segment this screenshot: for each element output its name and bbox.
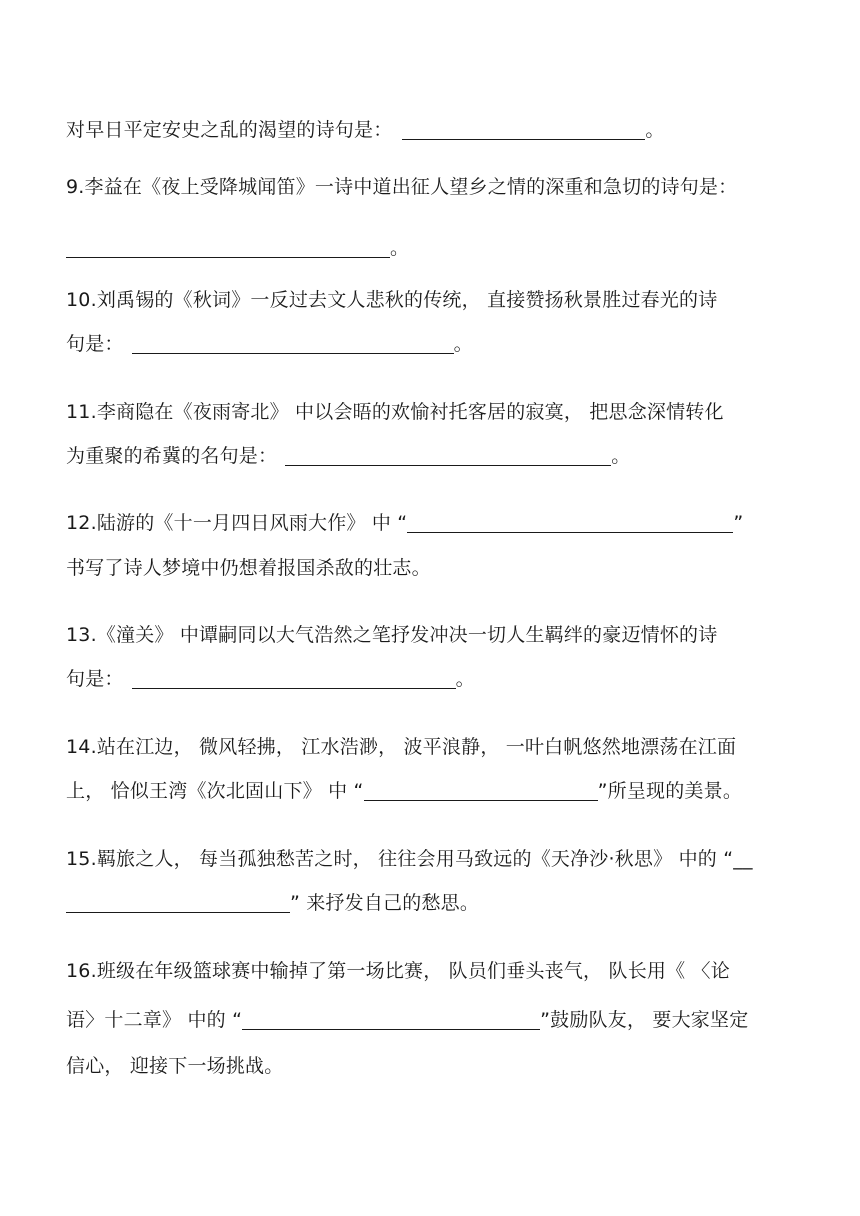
question-13-text: 13.《潼关》 中谭嗣同以大气浩然之笔抒发冲决一切人生羁绊的豪迈情怀的诗 [66,624,718,646]
question-15-line-2 [66,891,479,915]
question-11-text-2: 为重聚的希冀的名句是： [66,445,278,467]
question-15-answer-blank[interactable] [66,892,290,913]
question-9-line-2 [66,236,409,260]
question-13-end: 。 [455,668,475,690]
question-16-line-3 [66,1054,283,1078]
question-16-end: ”鼓励队友， 要大家坚定 [540,1009,749,1031]
question-15-line-1 [66,847,753,871]
question-10-end: 。 [453,333,473,355]
question-12-text: 12.陆游的《十一月四日风雨大作》 中 “ [66,512,408,534]
question-16-answer-blank[interactable] [242,1009,540,1030]
question-12-end: ” [733,512,744,534]
question-14-end: ”所呈现的美景。 [597,780,743,802]
question-10-text-2: 句是： [66,333,124,355]
question-9-end: 。 [390,237,410,259]
question-14-text-2: 上， 恰似王湾《次北固山下》 中 “ [66,780,364,802]
question-14-answer-blank[interactable] [364,780,598,801]
question-10-answer-blank[interactable] [132,333,454,354]
question-11-answer-blank[interactable] [285,445,611,466]
question-8-text: 对早日平定安史之乱的渴望的诗句是： [66,119,393,141]
question-10-line-2 [66,332,473,356]
question-13-line-1 [66,623,717,647]
question-12-text-2: 书写了诗人梦境中仍想着报国杀敌的壮志。 [66,557,431,579]
question-9-line-1 [66,175,737,199]
question-13-answer-blank[interactable] [132,668,456,689]
question-9-answer-blank[interactable] [66,237,390,258]
question-8-end: 。 [645,119,665,141]
question-14-line-1 [66,735,736,759]
question-15-end: ” 来抒发自己的愁思。 [290,892,480,914]
question-16-text-3: 信心， 迎接下一场挑战。 [66,1055,284,1077]
question-14-text: 14.站在江边， 微风轻拂， 江水浩渺， 波平浪静， 一叶白帆悠然地漂荡在江面 [66,736,737,758]
question-10-line-1 [66,288,717,312]
question-10-text: 10.刘禹锡的《秋词》一反过去文人悲秋的传统， 直接赞扬秋景胜过春光的诗 [66,289,718,311]
question-11-line-2 [66,444,630,468]
question-11-text: 11.李商隐在《夜雨寄北》 中以会晤的欢愉衬托客居的寂寞， 把思念深情转化 [66,401,724,423]
question-16-line-2 [66,1008,748,1032]
question-15-text: 15.羁旅之人， 每当孤独愁苦之时， 往往会用马致远的《天净沙·秋思》 中的 “__ [66,848,753,870]
question-14-line-2 [66,779,742,803]
question-9-text: 9.李益在《夜上受降城闻笛》一诗中道出征人望乡之情的深重和急切的诗句是： [66,176,738,198]
question-8-line-2 [66,118,665,142]
question-11-end: 。 [611,445,631,467]
question-16-text-2: 语〉十二章》 中的 “ [66,1009,243,1031]
question-13-line-2 [66,667,475,691]
question-8-answer-blank[interactable] [402,119,645,140]
question-13-text-2: 句是： [66,668,124,690]
question-16-text: 16.班级在年级篮球赛中输掉了第一场比赛， 队员们垂头丧气， 队长用《 〈论 [66,960,730,982]
question-16-line-1 [66,959,730,983]
question-12-line-1 [66,511,743,535]
question-12-line-2 [66,556,431,580]
question-12-answer-blank[interactable] [407,512,733,533]
question-11-line-1 [66,400,724,424]
